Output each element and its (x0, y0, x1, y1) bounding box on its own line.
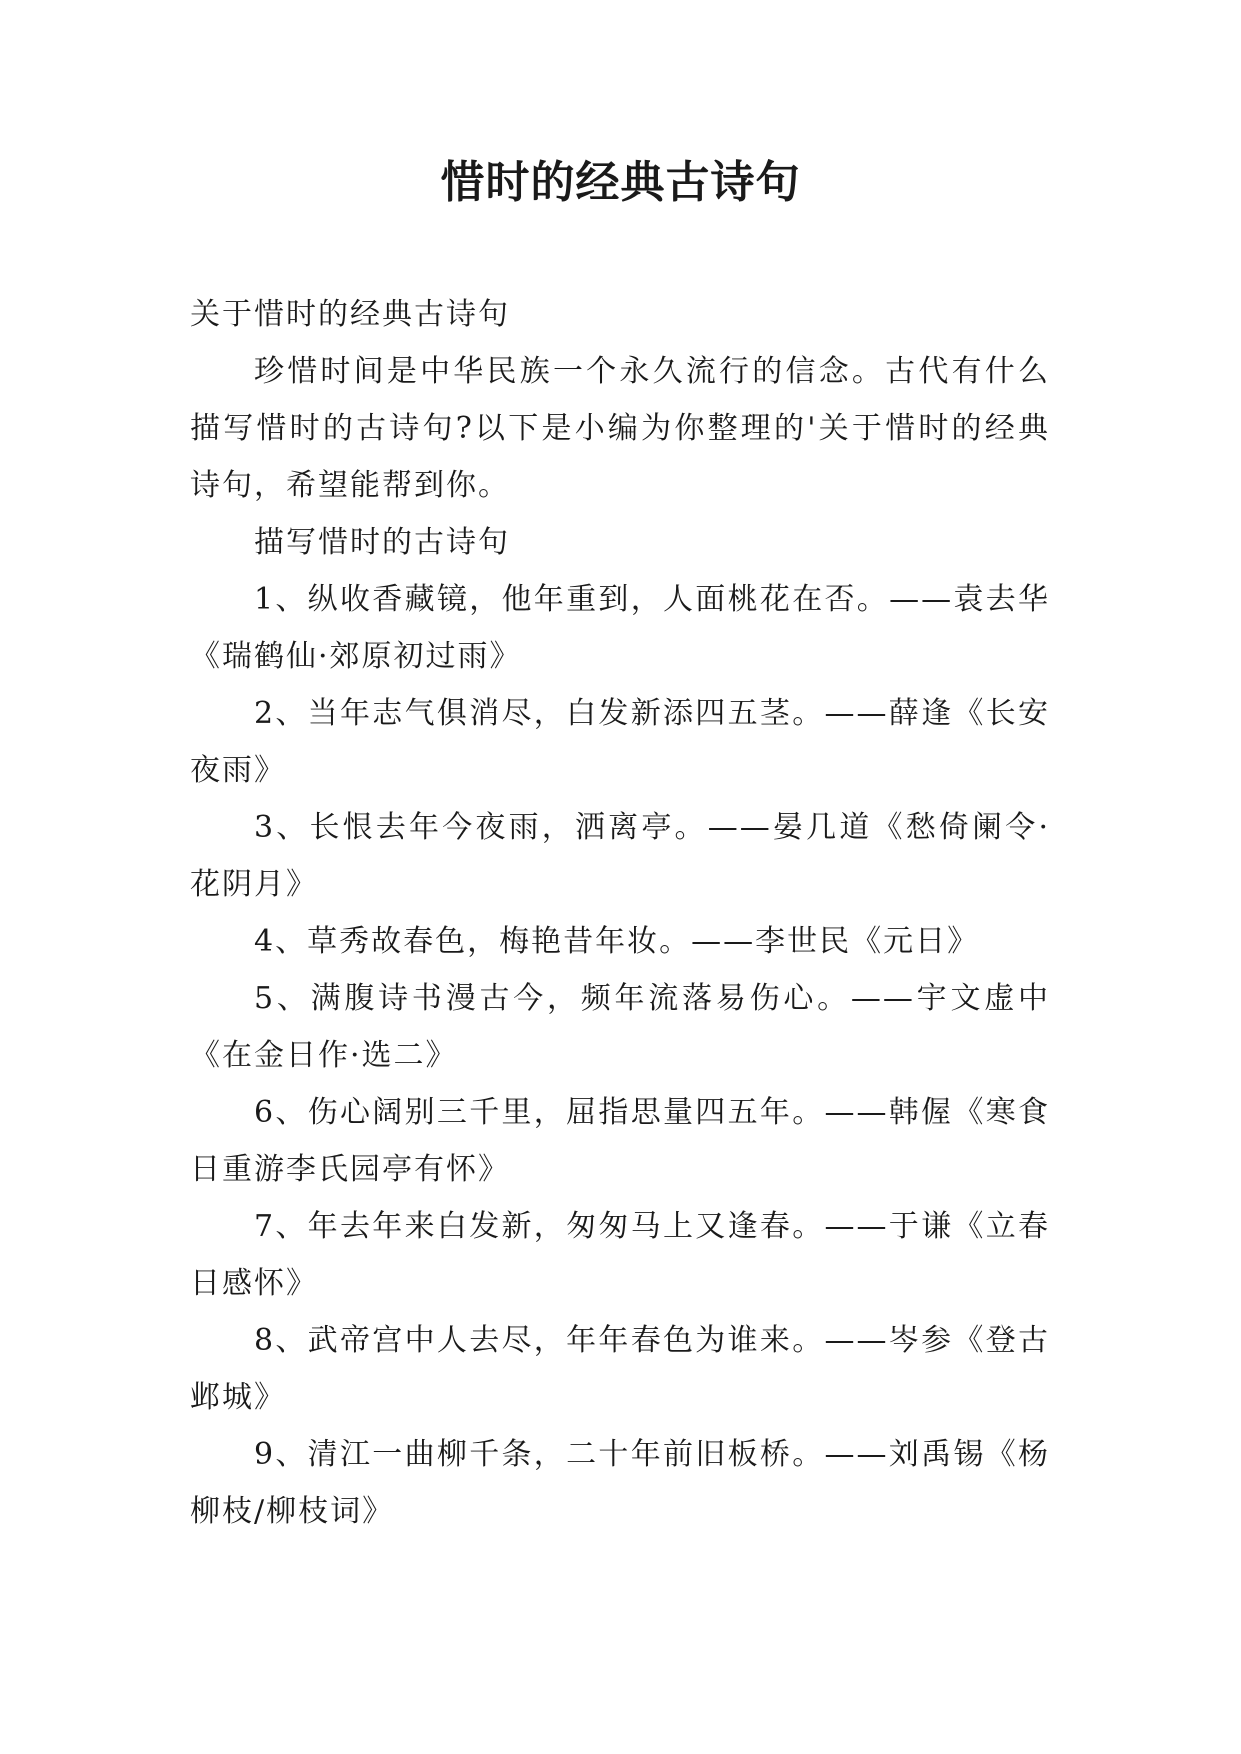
document-body (190, 286, 1050, 1540)
poem-line: 8、武帝宫中人去尽，年年春色为谁来。——岑参《登古邺城》 (190, 1323, 1050, 1415)
poem-line: 1、纵收香藏镜，他年重到，人面桃花在否。——袁去华《瑞鹤仙·郊原初过雨》 (190, 582, 1050, 674)
poem-line: 6、伤心阔别三千里，屈指思量四五年。——韩偓《寒食日重游李氏园亭有怀》 (190, 1095, 1050, 1187)
section-heading: 描写惜时的古诗句 (254, 525, 510, 560)
poem-line: 4、草秀故春色，梅艳昔年妆。——李世民《元日》 (254, 924, 980, 959)
poem-line: 2、当年志气俱消尽，白发新添四五茎。——薛逢《长安夜雨》 (190, 696, 1050, 788)
document-subtitle: 关于惜时的经典古诗句 (190, 297, 510, 332)
intro-paragraph: 珍惜时间是中华民族一个永久流行的信念。古代有什么描写惜时的古诗句?以下是小编为你整理的'关于惜时的经典诗句，希望能帮到你。 (190, 354, 1050, 503)
poem-line: 3、长恨去年今夜雨，洒离亭。——晏几道《愁倚阑令·花阴月》 (190, 810, 1050, 902)
document-title: 惜时的经典古诗句 (440, 157, 801, 208)
poem-line: 9、清江一曲柳千条，二十年前旧板桥。——刘禹锡《杨柳枝/柳枝词》 (190, 1437, 1050, 1529)
poem-line: 7、年去年来白发新，匆匆马上又逢春。——于谦《立春日感怀》 (190, 1209, 1050, 1301)
poem-line: 5、满腹诗书漫古今，频年流落易伤心。——宇文虚中《在金日作·选二》 (190, 981, 1050, 1073)
